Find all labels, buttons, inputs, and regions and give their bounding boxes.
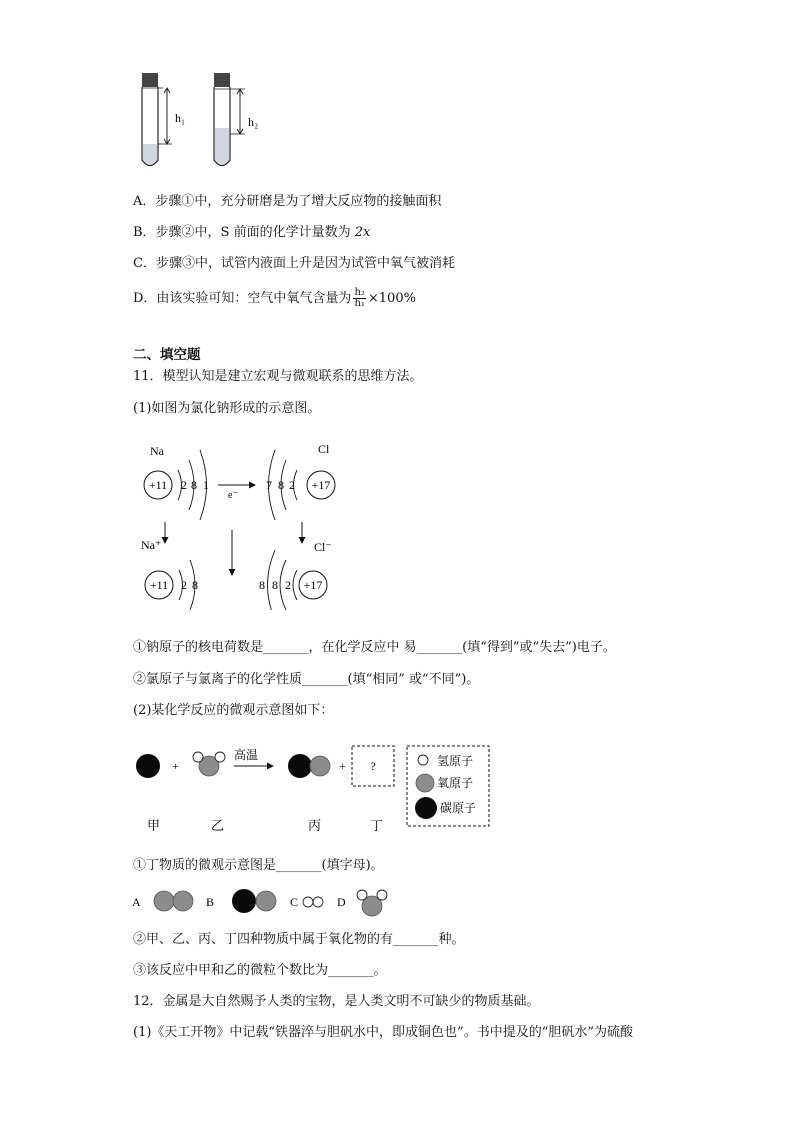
- choice-molecules: [130, 885, 400, 920]
- cl-shell-2: 8: [278, 478, 284, 492]
- svg-text:+17: +17: [303, 578, 323, 592]
- oxygen-legend-icon: [416, 774, 434, 792]
- option-d: [133, 288, 416, 310]
- label-bing: 丙: [308, 818, 322, 833]
- label-jia: 甲: [147, 818, 161, 833]
- choice-b-label: B: [206, 895, 215, 909]
- svg-text:+11: +11: [149, 578, 169, 592]
- choice-b-molecule: [232, 889, 276, 913]
- q11-part1: (1)如图为氯化钠形成的示意图。: [133, 401, 321, 416]
- cl-ion-shell-2: 8: [272, 578, 278, 592]
- q11-1-question-2: ②氯原子与氯离子的化学性质_______(填“相同” 或“不同”)。: [133, 672, 480, 687]
- na-label: Na: [150, 444, 164, 458]
- option-d-fraction: [353, 288, 365, 309]
- label-ding: 丁: [370, 818, 384, 833]
- test-tube-figure: [130, 68, 280, 178]
- co-molecule: [288, 754, 330, 778]
- option-a: A．步骤①中，充分研磨是为了增大反应物的接触面积: [133, 194, 442, 209]
- legend-hydrogen: 氢原子: [437, 754, 474, 768]
- reaction-micro-diagram: [130, 740, 495, 835]
- reaction-condition: 高温: [234, 748, 259, 762]
- q11-1-question-1: ①钠原子的核电荷数是_______，在化学反应中 易_______(填“得到”或“失去”)电子。: [133, 640, 616, 655]
- choice-c-molecule: [303, 897, 323, 907]
- q12-stem: 12．金属是大自然赐予人类的宝物，是人类文明不可缺少的物质基础。: [133, 994, 540, 1009]
- na-shell-1: 2: [181, 478, 187, 492]
- label-yi: 乙: [211, 818, 225, 833]
- option-b-text: B．步骤②中，S 前面的化学计量数为: [133, 225, 351, 240]
- na-ion-shell-2: 8: [192, 578, 198, 592]
- choice-c-label: C: [290, 895, 299, 909]
- cl-label: Cl: [318, 442, 330, 456]
- q11-stem: 11．模型认知是建立宏观与微观联系的思维方法。: [133, 369, 423, 384]
- cl-ion-label: Cl⁻: [314, 540, 332, 554]
- q12-part1: (1)《天工开物》中记载“铁器淬与胆矾水中，即成铜色也”。书中提及的“胆矾水”为硫酸: [133, 1025, 633, 1040]
- option-d-suffix: ×100%: [367, 291, 416, 306]
- choice-d-label: D: [337, 895, 346, 909]
- fraction-numerator: h₂: [354, 287, 365, 298]
- cl-shell-1: 7: [266, 478, 272, 492]
- hydrogen-legend-icon: [418, 755, 428, 765]
- h2-label: h₂: [248, 115, 259, 129]
- nacl-formation-diagram: [135, 435, 355, 610]
- option-b-var: 2x: [354, 225, 371, 240]
- fraction-denominator: h₁: [354, 298, 365, 309]
- cl-shell-3: 2: [289, 478, 295, 492]
- legend-carbon: 碳原子: [440, 801, 477, 815]
- section-title: 二、填空题: [133, 347, 201, 363]
- cl-nucleus-charge: +17: [311, 478, 331, 492]
- electron-label: e⁻: [228, 490, 238, 501]
- choice-a-molecule: [154, 891, 193, 911]
- choice-a-label: A: [132, 895, 141, 909]
- svg-text:+: +: [339, 759, 346, 773]
- na-shell-3: 1: [203, 478, 209, 492]
- na-ion-label: Na⁺: [141, 538, 162, 552]
- carbon-legend-icon: [415, 797, 437, 819]
- na-ion-shell-1: 2: [181, 578, 187, 592]
- unknown-mark: ?: [370, 759, 376, 773]
- test-tube-2: [214, 73, 258, 166]
- cl-ion-shell-3: 2: [285, 578, 291, 592]
- cl-ion-shell-1: 8: [259, 578, 265, 592]
- q11-part2: (2)某化学反应的微观示意图如下：: [133, 703, 334, 718]
- q11-2-question-3: ③该反应中甲和乙的微粒个数比为_______。: [133, 963, 387, 978]
- choice-d-molecule: [357, 890, 387, 916]
- legend-oxygen: 氧原子: [437, 776, 474, 790]
- water-molecule: [193, 752, 225, 776]
- h1-label: h₁: [175, 111, 186, 125]
- svg-text:+: +: [172, 759, 179, 773]
- option-b: [133, 225, 370, 241]
- carbon-atom: [136, 754, 160, 778]
- option-d-text: D．由该实验可知：空气中氧气含量为: [133, 291, 352, 306]
- na-nucleus-charge: +11: [148, 478, 168, 492]
- option-c: C．步骤③中，试管内液面上升是因为试管中氧气被消耗: [133, 256, 455, 271]
- q11-2-question-2: ②甲、乙、丙、丁四种物质中属于氧化物的有_______种。: [133, 932, 465, 947]
- test-tube-1: [142, 73, 185, 166]
- q11-2-question-1: ①丁物质的微观示意图是_______(填字母)。: [133, 858, 384, 873]
- na-shell-2: 8: [191, 478, 197, 492]
